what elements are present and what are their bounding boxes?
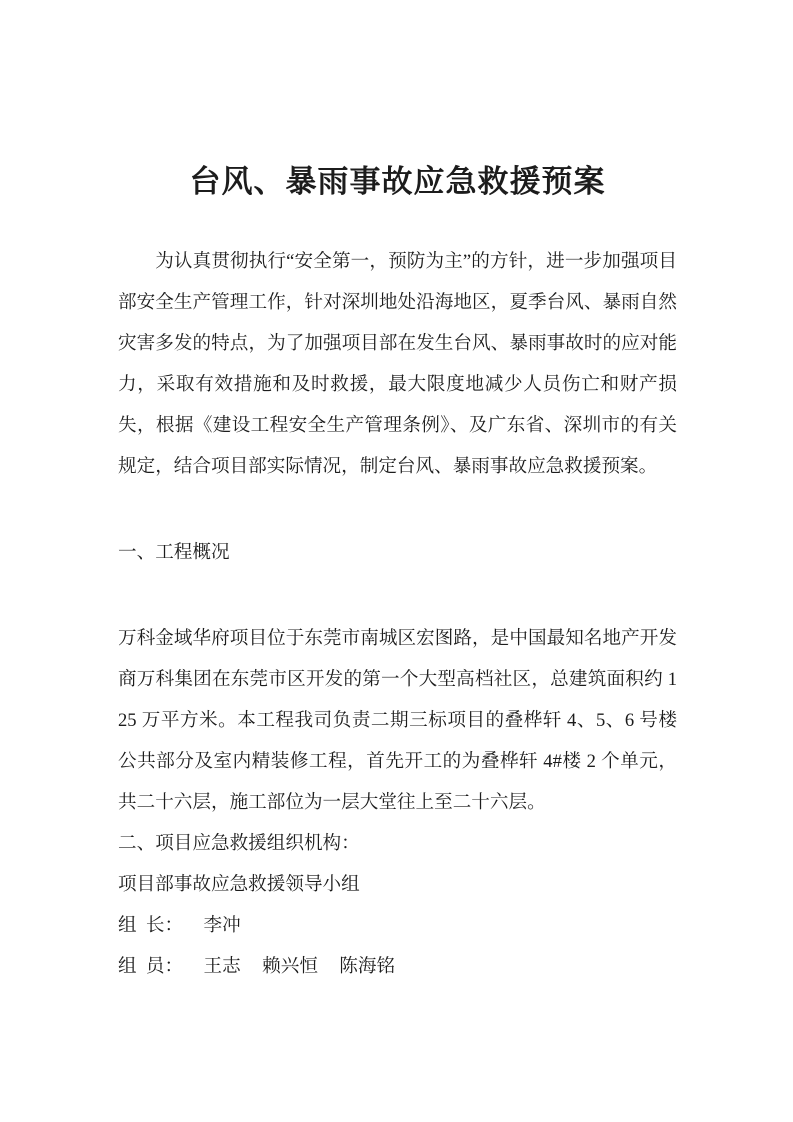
leader-label: 组 长： — [118, 915, 184, 936]
members-label: 组 员： — [118, 956, 184, 977]
leader-row — [118, 905, 677, 946]
leadership-group-title: 项目部事故应急救援领导小组 — [118, 874, 360, 895]
member-name-1: 王志 — [203, 956, 241, 977]
member-name-2: 赖兴恒 — [262, 956, 318, 977]
section-1-paragraph: 万科金域华府项目位于东莞市南城区宏图路，是中国最知名地产开发商万科集团在东莞市区开发的第一个大型高档社区，总建筑面积约 125 万平方米。本工程我司负责二期三标项目的叠桦轩 4、5、6 号楼公共部分及室内精装修工程，首先开工的为叠桦轩 4#楼 2 个单元，共二十六层，施工部位为一层大堂往上至二十六层。 — [118, 628, 677, 813]
document-title: 台风、暴雨事故应急救援预案 — [189, 164, 606, 199]
member-name-3: 陈海铭 — [339, 956, 396, 977]
intro-paragraph: 为认真贯彻执行“安全第一，预防为主”的方针，进一步加强项目部安全生产管理工作，针对深圳地处沿海地区，夏季台风、暴雨自然灾害多发的特点，为了加强项目部在发生台风、暴雨事故时的应对能力，采取有效措施和及时救援，最大限度地减少人员伤亡和财产损失，根据《建设工程安全生产管理条例》、及广东省、深圳市的有关规定，结合项目部实际情况，制定台风、暴雨事故应急救援预案。 — [118, 251, 677, 477]
section-1-heading: 一、工程概况 — [118, 542, 230, 563]
section-2-heading: 二、项目应急救援组织机构： — [118, 833, 360, 854]
members-row — [118, 946, 677, 987]
leader-name: 李冲 — [203, 915, 241, 936]
